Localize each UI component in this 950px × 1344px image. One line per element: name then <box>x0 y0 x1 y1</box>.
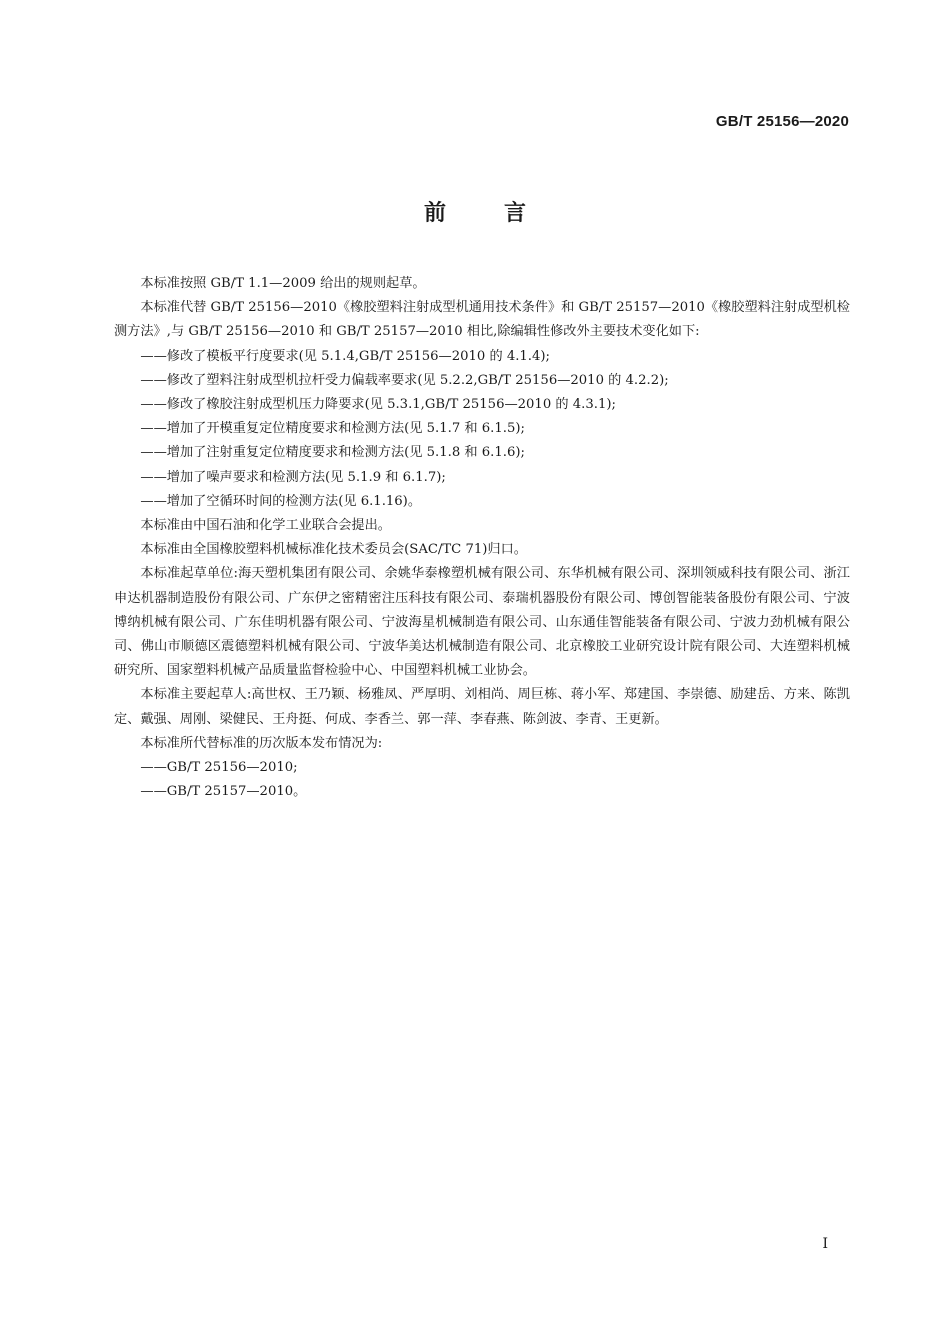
previous-edition-item: ——GB/T 25156—2010; <box>140 760 298 776</box>
paragraph-centralized-by: 本标准由全国橡胶塑料机械标准化技术委员会(SAC/TC 71)归口。 <box>140 542 527 558</box>
paragraph-drafting-rules: 本标准按照 GB/T 1.1—2009 给出的规则起草。 <box>140 276 426 291</box>
paragraph-proposed-by: 本标准由中国石油和化学工业联合会提出。 <box>140 518 391 534</box>
paragraph-drafters: 本标准主要起草人:高世权、王乃颖、杨雅凤、严厚明、刘相尚、周巨栋、蒋小军、郑建国、李崇德、励建岳、方来、陈凯定、戴强、周刚、梁健民、王舟挺、何成、李香兰、郭一萍、李春燕、陈剑波、李青、王更新。 <box>114 687 850 727</box>
preface-body <box>114 272 850 804</box>
paragraph-replacement: 本标准代替 GB/T 25156—2010《橡胶塑料注射成型机通用技术条件》和 GB/T 25157—2010《橡胶塑料注射成型机检测方法》,与 GB/T 25156—2010 和 GB/T 25157—2010 相比,除编辑性修改外主要技术变化如下: <box>114 300 850 340</box>
change-item: ——修改了橡胶注射成型机压力降要求(见 5.3.1,GB/T 25156—2010 的 4.3.1); <box>140 397 616 413</box>
paragraph-previous-editions: 本标准所代替标准的历次版本发布情况为: <box>140 735 383 751</box>
change-item: ——修改了塑料注射成型机拉杆受力偏载率要求(见 5.2.2,GB/T 25156—2010 的 4.2.2); <box>140 372 669 388</box>
change-item: ——增加了空循环时间的检测方法(见 6.1.16)。 <box>140 493 422 509</box>
page-title: 前言 <box>423 201 584 226</box>
standard-code: GB/T 25156—2020 <box>715 113 849 130</box>
previous-edition-item: ——GB/T 25157—2010。 <box>140 784 307 800</box>
paragraph-drafting-units: 本标准起草单位:海天塑机集团有限公司、余姚华泰橡塑机械有限公司、东华机械有限公司、深圳领威科技有限公司、浙江申达机器制造股份有限公司、广东伊之密精密注压科技有限公司、泰瑞机器股份有限公司、博创智能装备股份有限公司、宁波博纳机械有限公司、广东佳明机器有限公司、宁波海星机械制造有限公司、山东通佳智能装备有限公司、宁波力劲机械有限公司、佛山市顺德区震德塑料机械有限公司、宁波华美达机械制造有限公司、北京橡胶工业研究设计院有限公司、大连塑料机械研究所、国家塑料机械产品质量监督检验中心、中国塑料机械工业协会。 <box>114 566 850 679</box>
change-item: ——增加了开模重复定位精度要求和检测方法(见 5.1.7 和 6.1.5); <box>140 421 525 437</box>
page-number: I <box>822 1236 828 1252</box>
change-item: ——增加了注射重复定位精度要求和检测方法(见 5.1.8 和 6.1.6); <box>140 445 525 461</box>
change-item: ——增加了噪声要求和检测方法(见 5.1.9 和 6.1.7); <box>140 469 446 485</box>
change-item: ——修改了模板平行度要求(见 5.1.4,GB/T 25156—2010 的 4.1.4); <box>140 348 550 364</box>
